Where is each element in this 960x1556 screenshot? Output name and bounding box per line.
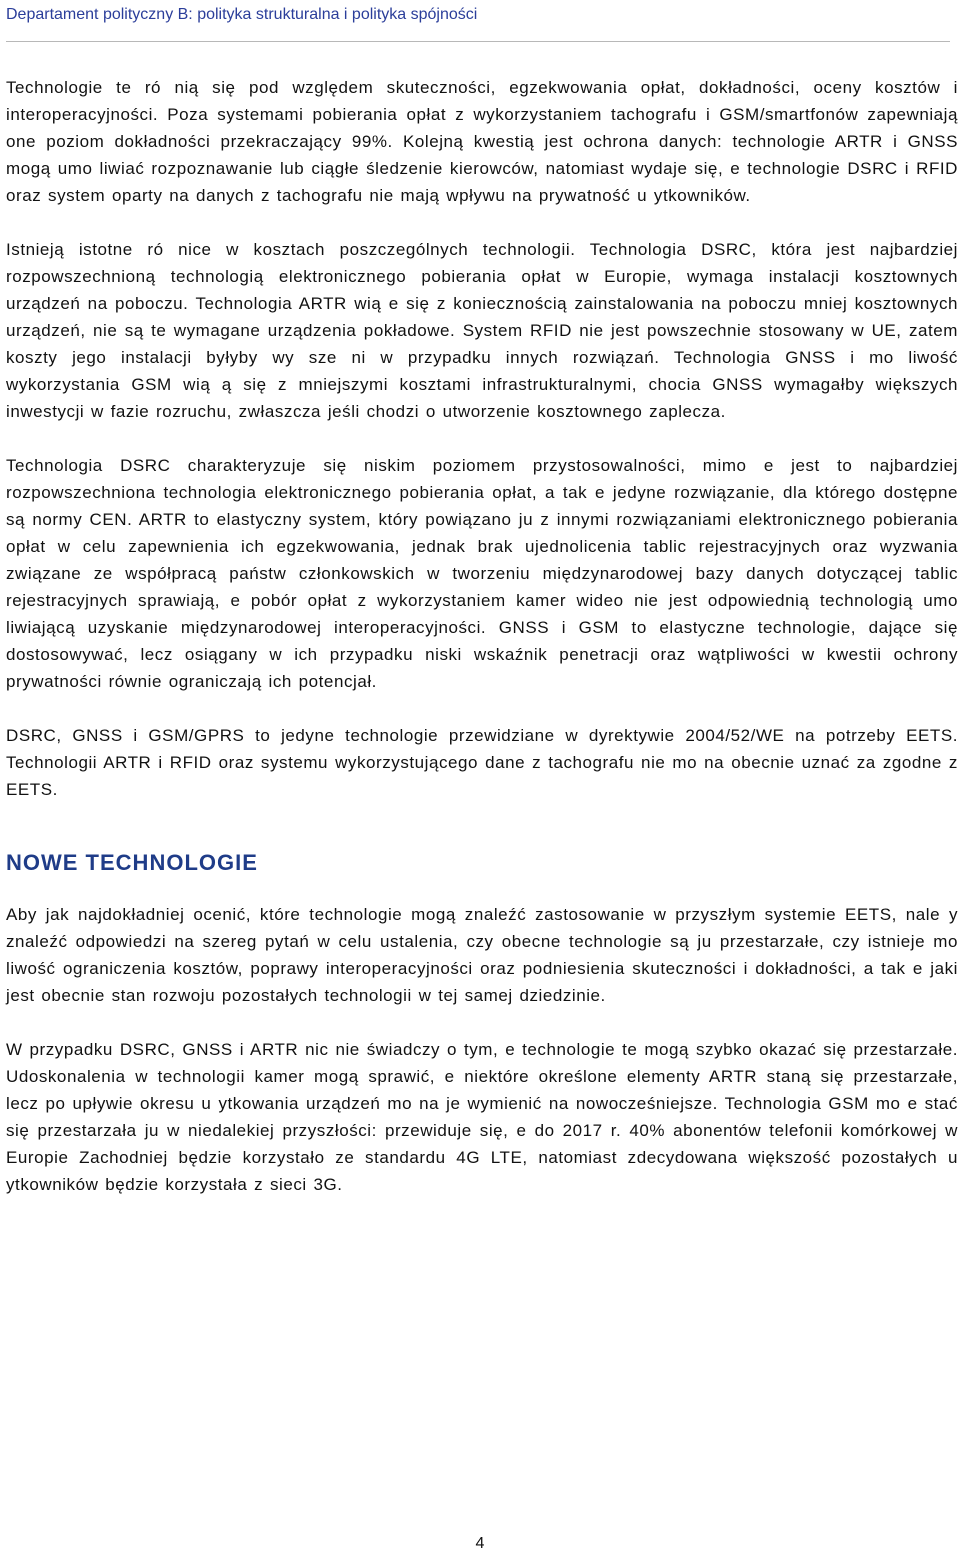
header-divider	[6, 41, 950, 42]
section-heading-new-technologies: NOWE TECHNOLOGIE	[6, 850, 258, 875]
paragraph-costs: Istnieją istotne ró nice w kosztach poszczególnych technologii. Technologia DSRC, która jest najbardziej rozpowszechnioną technologią elektronicznego pobierania opłat w Europie, wymaga instalacji kosztownych urządzeń na poboczu. Technologia ARTR wią e się z koniecznością zainstalowania na poboczu mniej kosztownych urządzeń, nie są te wymagane urządzenia pokładowe. System RFID nie jest powszechnie stosowany w UE, zatem koszty jego instalacji byłyby wy sze ni w przypadku innych rozwiązań. Technologia GNSS i mo liwość wykorzystania GSM wią ą się z mniejszymi kosztami infrastrukturalnymi, chocia GNSS wymagałby większych inwestycji w fazie rozruchu, zwłaszcza jeśli chodzi o utworzenie kosztownego zaplecza.	[6, 240, 958, 421]
paragraph-obsolescence: W przypadku DSRC, GNSS i ARTR nic nie świadczy o tym, e technologie te mogą szybko okazać się przestarzałe. Udoskonalenia w technologii kamer mogą sprawić, e niektóre określone elementy ARTR staną się przestarzałe, lecz po upływie okresu u ytkowania urządzeń mo na je wymienić na nowocześniejsze. Technologia GSM mo e stać się przestarzała ju w niedalekiej przyszłości: przewiduje się, e do 2017 r. 40% abonentów telefonii komórkowej w Europie Zachodniej będzie korzystało ze standardu 4G LTE, natomiast zdecydowana większość pozostałych u ytkowników będzie korzystała z sieci 3G.	[6, 1040, 958, 1194]
paragraph-adaptability: Technologia DSRC charakteryzuje się niskim poziomem przystosowalności, mimo e jest to najbardziej rozpowszechniona technologia elektronicznego pobierania opłat, a tak e jedyne rozwiązanie, dla którego dostępne są normy CEN. ARTR to elastyczny system, który powiązano ju z innymi rozwiązaniami elektronicznego pobierania opłat w celu zapewnienia ich egzekwowania, jednak brak ujednolicenia tablic rejestracyjnych oraz wyzwania związane ze współpracą państw członkowskich w tworzeniu międzynarodowej bazy danych dotyczącej tablic rejestracyjnych sprawiają, e pobór opłat z wykorzystaniem kamer wideo nie jest odpowiednią technologią umo liwiającą uzyskanie międzynarodowej interoperacyjności. GNSS i GSM to elastyczne technologie, dające się dostosowywać, lecz osiągany w ich przypadku niski wskaźnik penetracji oraz wątpliwości w kwestii ochrony prywatności równie ograniczają ich potencjał.	[6, 456, 958, 691]
paragraph-future-assessment: Aby jak najdokładniej ocenić, które technologie mogą znaleźć zastosowanie w przyszłym systemie EETS, nale y znaleźć odpowiedzi na szereg pytań w celu ustalenia, czy obecne technologie są ju przestarzałe, czy istnieje mo liwość ograniczenia kosztów, poprawy interoperacyjności oraz podniesienia skuteczności i dokładności, a tak e jaki jest obecnie stan rozwoju pozostałych technologii w tej samej dziedzinie.	[6, 905, 958, 1005]
paragraph-eets-compliance: DSRC, GNSS i GSM/GPRS to jedyne technologie przewidziane w dyrektywie 2004/52/WE na potrzeby EETS. Technologii ARTR i RFID oraz systemu wykorzystującego dane z tachografu nie mo na obecnie uznać za zgodne z EETS.	[6, 726, 958, 799]
document-body	[6, 74, 958, 1225]
running-header: Departament polityczny B: polityka strukturalna i polityka spójności	[6, 6, 478, 23]
paragraph-technology-comparison: Technologie te ró nią się pod względem skuteczności, egzekwowania opłat, dokładności, oceny kosztów i interoperacyjności. Poza systemami pobierania opłat z wykorzystaniem tachografu i GSM/smartfonów zapewniają one poziom dokładności przekraczający 99%. Kolejną kwestią jest ochrona danych: technologie ARTR i GNSS mogą umo liwiać rozpoznawanie lub ciągłe śledzenie kierowców, natomiast wydaje się, e technologie DSRC i RFID oraz system oparty na danych z tachografu nie mają wpływu na prywatność u ytkowników.	[6, 78, 958, 205]
page-number: 4	[475, 1535, 485, 1552]
